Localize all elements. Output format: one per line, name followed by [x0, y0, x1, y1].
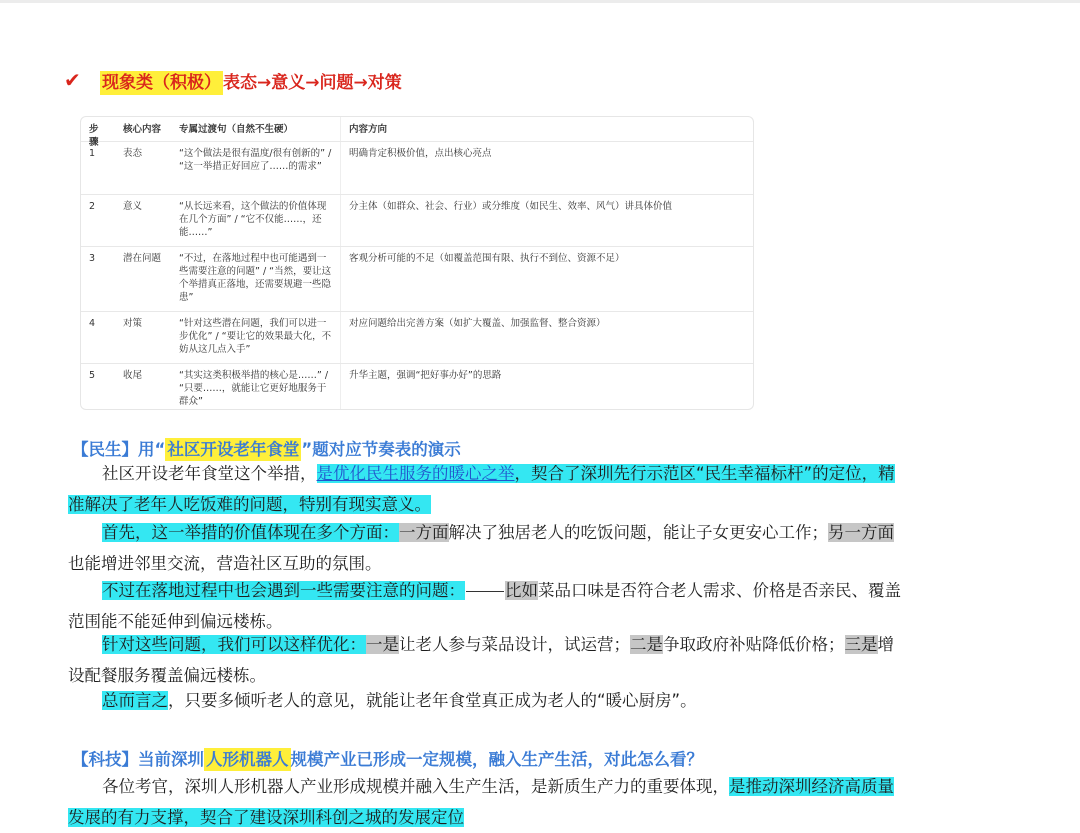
- highlight-cyan: 不过在落地过程中也会遇到一些需要注意的问题：: [102, 581, 465, 600]
- table-header-row: [81, 117, 753, 148]
- table-cell: 客观分析可能的不足（如覆盖范围有限、执行不到位、资源不足）: [349, 253, 625, 264]
- highlight-cyan: 是推动深圳经济高质量: [729, 777, 894, 796]
- heading-title: [100, 68, 402, 93]
- section1-paragraph-2: [68, 518, 1018, 579]
- heading-rest: 表态→意义→问题→对策: [223, 72, 402, 93]
- text-span: 争取政府补贴降低价格；: [663, 635, 845, 654]
- top-border: [0, 0, 1080, 3]
- highlight-gray: 一是: [366, 635, 399, 654]
- section1-title-prefix: 【民生】用“: [72, 440, 166, 459]
- highlight-gray: 一方面: [399, 523, 449, 542]
- text-span: ，只要多倾听老人的意见，就能让老年食堂真正成为老人的“暖心厨房”。: [168, 691, 697, 710]
- text-span: 增: [877, 635, 894, 654]
- text-span: 让老人参与菜品设计，试运营；: [399, 635, 630, 654]
- table-cell: 2: [89, 201, 96, 212]
- section1-paragraph-1: [68, 459, 1018, 520]
- section1-paragraph-3: [68, 576, 1018, 637]
- highlight-cyan: 首先，这一举措的价值体现在多个方面：: [102, 523, 399, 542]
- highlight-gray: 二是: [630, 635, 663, 654]
- section1-title-suffix: ”题对应节奏表的演示: [301, 440, 461, 459]
- heading-highlight: 现象类（积极）: [102, 72, 221, 93]
- table-header-cell: 内容方向: [349, 124, 388, 135]
- section2-title-highlight: 人形机器人: [206, 750, 289, 769]
- table-cell: “从长远来看，这个做法的价值体现在几个方面” / “它不仅能……，还能……”: [171, 195, 341, 246]
- table-cell: 5: [89, 370, 96, 381]
- highlight-cyan: 准解决了老年人吃饭难的问题，特别有现实意义。: [68, 494, 431, 514]
- section1-title: [72, 436, 461, 460]
- section2-title: [72, 746, 703, 770]
- table-cell: “不过，在落地过程中也可能遇到一些需要注意的问题” / “当然，要让这个举措真正落地，还需要规避一些隐患”: [171, 247, 341, 311]
- text-span: 也能增进邻里交流，营造社区互助的氛围。: [68, 553, 382, 573]
- highlight-cyan: 针对这些问题，我们可以这样优化：: [102, 635, 366, 654]
- table-row: [81, 142, 753, 195]
- section2-title-suffix: 规模产业已形成一定规模，融入生产生活，对此怎么看？: [290, 750, 703, 769]
- highlight-gray: 另一方面: [828, 523, 894, 542]
- table-cell: 1: [89, 148, 96, 159]
- highlight-cyan: 发展的有力支撑，契合了建设深圳科创之城的发展定位: [68, 807, 464, 827]
- table-cell: 分主体（如群众、社会、行业）或分维度（如民生、效率、风气）讲具体价值: [349, 201, 673, 212]
- text-span: 解决了独居老人的吃饭问题，能让子女更安心工作；: [448, 523, 828, 542]
- table-cell: 对策: [123, 318, 143, 329]
- table-cell: 升华主题，强调“把好事办好”的思路: [349, 370, 502, 381]
- table-cell: 对应问题给出完善方案（如扩大覆盖、加强监督、整合资源）: [349, 318, 606, 329]
- table-row: [81, 364, 753, 410]
- check-icon: ✔: [64, 68, 81, 92]
- section1-paragraph-4: [68, 630, 1018, 691]
- highlight-gray: 三是: [844, 635, 878, 654]
- table-row: [81, 312, 753, 364]
- text-span: 范围能不能延伸到偏远楼栋。: [68, 611, 283, 631]
- section2-paragraph-1: [68, 772, 1018, 833]
- table-cell: 4: [89, 318, 96, 329]
- table-cell: 表态: [123, 148, 143, 159]
- dash-line: [466, 591, 504, 592]
- table-header-cell: 核心内容: [123, 124, 162, 135]
- text-span: 设配餐服务覆盖偏远楼栋。: [68, 665, 266, 685]
- section1-paragraph-5: [68, 686, 1018, 717]
- text-span: 菜品口味是否符合老人需求、价格是否亲民、覆盖: [538, 581, 901, 600]
- table-cell: “其实这类积极举措的核心是……” / “只要……，就能让它更好地服务于群众”: [171, 364, 341, 410]
- highlight-link[interactable]: 是优化民生服务的暖心之举: [316, 464, 515, 483]
- section-heading: [64, 66, 402, 94]
- table-header-cell: 专属过渡句（自然不生硬）: [171, 117, 341, 141]
- table-cell: 潜在问题: [123, 253, 162, 264]
- highlight-cyan: ，契合了深圳先行示范区“民生幸福标杆”的定位，精: [514, 464, 895, 483]
- table-row: [81, 195, 753, 247]
- table-header-cell: 步骤: [89, 124, 99, 148]
- section2-title-prefix: 【科技】当前深圳: [72, 750, 204, 769]
- table-row: [81, 247, 753, 312]
- text-span: 各位考官，深圳人形机器人产业形成规模并融入生产生活，是新质生产力的重要体现，: [102, 777, 729, 796]
- section1-title-highlight: 社区开设老年食堂: [167, 440, 300, 459]
- table-cell: “这个做法是很有温度/很有创新的” / “这一举措正好回应了……的需求”: [171, 142, 341, 194]
- table-cell: 收尾: [123, 370, 143, 381]
- table-cell: 意义: [123, 201, 143, 212]
- rhythm-table: [80, 116, 754, 410]
- table-cell: “针对这些潜在问题，我们可以进一步优化” / “要让它的效果最大化，不妨从这几点入手”: [171, 312, 341, 363]
- highlight-gray: 比如: [505, 581, 538, 600]
- table-cell: 3: [89, 253, 96, 264]
- text-span: 社区开设老年食堂这个举措，: [102, 464, 317, 483]
- table-cell: 明确肯定积极价值，点出核心亮点: [349, 148, 492, 159]
- highlight-cyan: 总而言之: [102, 691, 168, 710]
